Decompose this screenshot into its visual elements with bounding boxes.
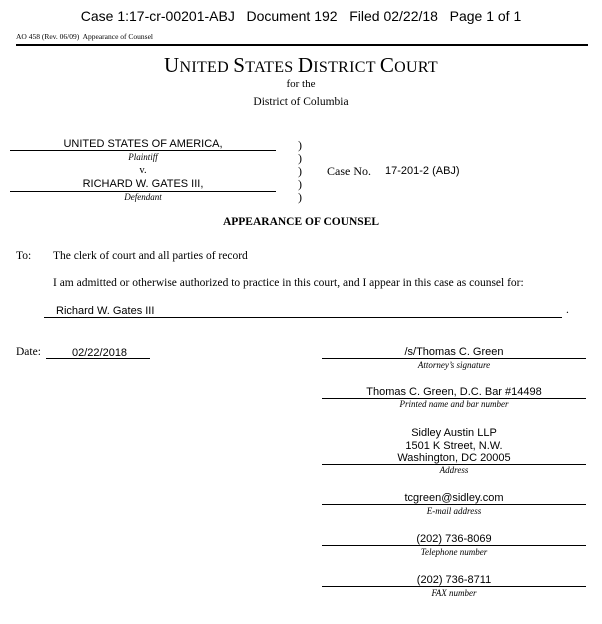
fax-value: (202) 736-8711: [416, 574, 492, 586]
signature-value: /s/Thomas C. Green: [404, 346, 504, 358]
caption-paren: ): [298, 164, 302, 178]
date-value: 02/22/2018: [72, 347, 128, 359]
defendant-label: Defendant: [124, 192, 162, 202]
email-line: [322, 504, 586, 505]
court-name-cap: S: [233, 53, 246, 77]
court-name-small: NITED: [179, 59, 234, 76]
date-label: Date:: [16, 346, 41, 358]
email-value: tcgreen@sidley.com: [404, 492, 504, 504]
signature-line: [322, 358, 586, 359]
header-divider: [16, 44, 588, 46]
to-label: To:: [16, 250, 32, 262]
email-label: E-mail address: [426, 506, 482, 516]
address-line-2: 1501 K Street, N.W.: [405, 440, 503, 452]
date-line: [46, 358, 150, 359]
court-name-small: TATES: [245, 59, 298, 76]
caption-paren: ): [298, 138, 302, 152]
court-name: [0, 53, 602, 78]
printed-name-label: Printed name and bar number: [399, 399, 509, 409]
court-name-cap: C: [379, 53, 395, 77]
client-period: .: [566, 304, 569, 316]
court-name-small: ISTRICT: [313, 59, 380, 76]
defendant-name: RICHARD W. GATES III,: [82, 178, 204, 190]
client-name: Richard W. Gates III: [56, 305, 155, 317]
phone-line: [322, 545, 586, 546]
admitted-statement: I am admitted or otherwise authorized to practice in this court, and I appear in this case as counsel for:: [53, 277, 524, 289]
plaintiff-name: UNITED STATES OF AMERICA,: [63, 138, 223, 150]
form-id: AO 458 (Rev. 06/09) Appearance of Counsel: [16, 32, 153, 41]
caption-paren: ): [298, 190, 302, 204]
form-title: APPEARANCE OF COUNSEL: [222, 216, 380, 228]
phone-label: Telephone number: [420, 547, 488, 557]
case-number-label: Case No.: [327, 164, 371, 178]
case-number-value: 17-201-2 (ABJ): [385, 165, 460, 177]
versus: v.: [139, 165, 147, 176]
address-line-1: Sidley Austin LLP: [411, 427, 497, 439]
court-for: for the: [286, 78, 316, 90]
signature-label: Attorney’s signature: [417, 360, 491, 370]
fax-line: [322, 586, 586, 587]
phone-value: (202) 736-8069: [416, 533, 492, 545]
address-line-3: Washington, DC 20005: [397, 452, 511, 464]
to-text: The clerk of court and all parties of record: [53, 250, 248, 262]
caption-paren: ): [298, 177, 302, 191]
plaintiff-label: Plaintiff: [128, 152, 158, 162]
printed-name-value: Thomas C. Green, D.C. Bar #14498: [366, 386, 542, 398]
court-name-small: OURT: [394, 59, 438, 76]
plaintiff-line: [10, 150, 276, 151]
caption-paren: ): [298, 151, 302, 165]
fax-label: FAX number: [431, 588, 477, 598]
client-line: [44, 317, 562, 318]
case-header-stamp: Case 1:17-cr-00201-ABJ Document 192 Filed 02/22/18 Page 1 of 1: [80, 8, 522, 24]
court-name-cap: U: [164, 53, 180, 77]
court-name-cap: D: [297, 53, 314, 77]
address-label: Address: [439, 465, 469, 475]
court-district: District of Columbia: [253, 96, 349, 108]
